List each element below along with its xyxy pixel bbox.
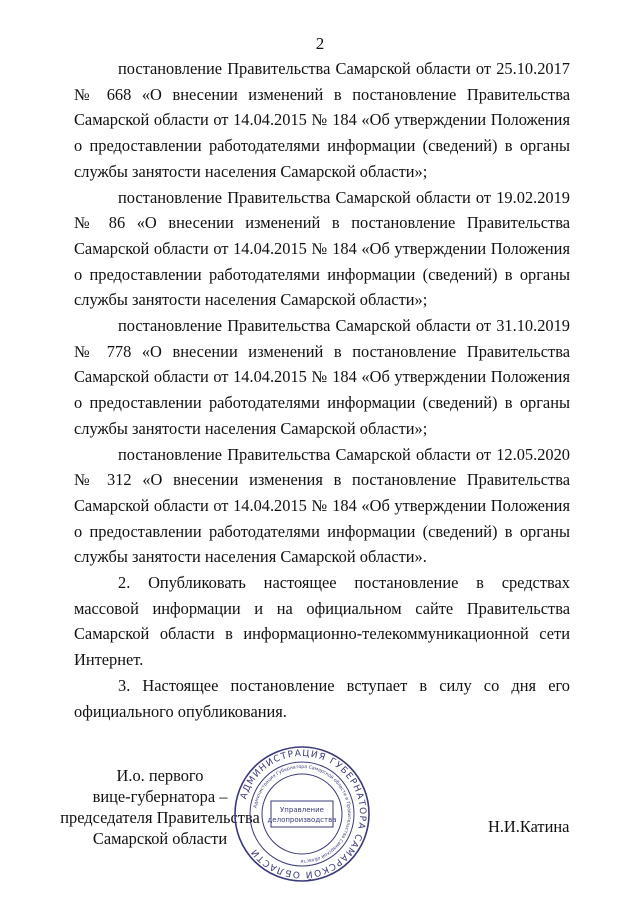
signatory-position-line: вице-губернатора – bbox=[92, 787, 228, 806]
signatory-name: Н.И.Катина bbox=[488, 817, 570, 836]
paragraph-decree-25-10-2017: постановление Правительства Самарской области от 25.10.2017 № 668 «О внесении изменений в постановление Правительства Самарской области от 14.04.2015 № 184 «Об утверждении Положения о предоставлении работодателями информации (сведений) в органы службы занятости населения Самарской области»; bbox=[74, 59, 570, 181]
signatory-position-line: председателя Правительства bbox=[60, 808, 260, 827]
seal-inner-text: Администрация Губернатора Самарской области и Правительства Самарской области bbox=[253, 764, 352, 864]
document-body bbox=[74, 56, 570, 724]
seal-center-line-2: делопроизводства bbox=[267, 816, 337, 824]
seal-outer-text: АДМИНИСТРАЦИЯ ГУБЕРНАТОРА САМАРСКОЙ ОБЛАСТИ bbox=[239, 748, 368, 880]
signatory-position bbox=[60, 765, 260, 849]
paragraph-decree-19-02-2019: постановление Правительства Самарской области от 19.02.2019 № 86 «О внесении изменений в постановление Правительства Самарской области от 14.04.2015 № 184 «Об утверждении Положения о предоставлении работодателями информации (сведений) в органы службы занятости населения Самарской области»; bbox=[74, 187, 570, 310]
signatory-position-line: Самарской области bbox=[92, 829, 228, 848]
seal-center-line-1: Управление bbox=[280, 806, 324, 814]
page-number: 2 bbox=[315, 34, 325, 53]
paragraph-decree-31-10-2019: постановление Правительства Самарской области от 31.10.2019 № 778 «О внесении изменений в постановление Правительства Самарской области от 14.04.2015 № 184 «Об утверждении Положения о предоставлении работодателями информации (сведений) в органы службы занятости населения Самарской области»; bbox=[74, 316, 570, 438]
paragraph-item-3-effective: 3. Настоящее постановление вступает в силу со дня его официального опубликования. bbox=[74, 675, 570, 721]
seal-middle-ring bbox=[250, 762, 354, 866]
signatory-position-line: И.о. первого bbox=[116, 766, 204, 785]
official-seal-stamp bbox=[232, 744, 372, 884]
seal-inner-ring bbox=[262, 774, 342, 854]
paragraph-item-2-publish: 2. Опубликовать настоящее постановление в средствах массовой информации и на официальном сайте Правительства Самарской области в информационно-телекоммуникационной сети Интернет. bbox=[74, 573, 570, 670]
paragraph-decree-12-05-2020: постановление Правительства Самарской области от 12.05.2020 № 312 «О внесении изменения в постановление Правительства Самарской области от 14.04.2015 № 184 «Об утверждении Положения о предоставлении работодателями информации (сведений) в органы службы занятости населения Самарской области». bbox=[74, 444, 570, 567]
